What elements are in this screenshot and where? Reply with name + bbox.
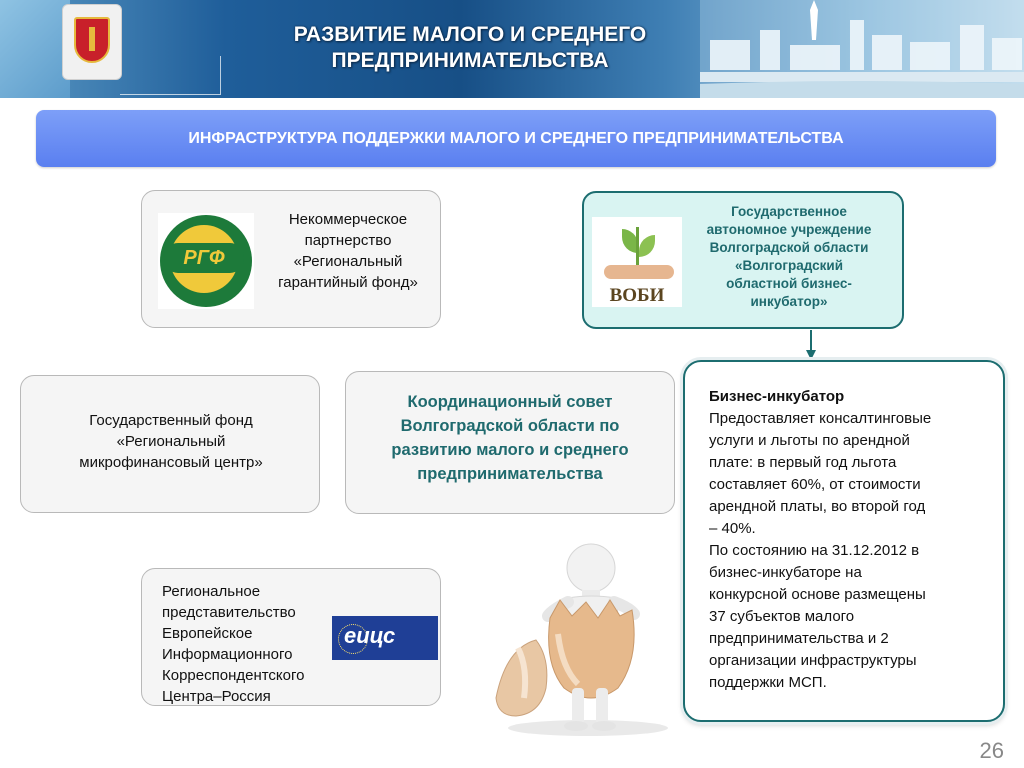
guarantee-fund-line: гарантийный фонд» bbox=[278, 274, 418, 291]
incubator-line: составляет 60%, от стоимости bbox=[709, 476, 921, 493]
eicc-line: Информационного bbox=[162, 646, 293, 663]
vobi-logo bbox=[592, 217, 682, 307]
incubator-line: конкурсной основе размещены bbox=[709, 586, 926, 603]
infrastructure-banner: ИНФРАСТРУКТУРА ПОДДЕРЖКИ МАЛОГО И СРЕДНЕГО ПРЕДПРИНИМАТЕЛЬСТВА bbox=[36, 110, 996, 167]
eicc-line: Центра–Россия bbox=[162, 688, 271, 705]
page-title-line2: ПРЕДПРИНИМАТЕЛЬСТВА bbox=[331, 49, 609, 72]
microfinance-line: «Региональный bbox=[116, 433, 226, 450]
agency-line: Государственное bbox=[731, 204, 847, 219]
agency-line: областной бизнес- bbox=[726, 276, 852, 291]
vobi-logo-text: ВОБИ bbox=[609, 285, 665, 306]
guarantee-fund-line: партнерство bbox=[304, 232, 392, 249]
page-title-line1: РАЗВИТИЕ МАЛОГО И СРЕДНЕГО bbox=[293, 23, 647, 46]
eicc-representation-card bbox=[141, 568, 441, 706]
microfinance-line: микрофинансовый центр» bbox=[79, 454, 263, 471]
business-incubator-agency-card bbox=[582, 191, 904, 329]
council-line: развитию малого и среднего bbox=[391, 441, 629, 459]
guarantee-fund-logo-text: РГФ bbox=[164, 243, 244, 273]
guarantee-fund-line: Некоммерческое bbox=[288, 211, 408, 228]
incubator-line: предпринимательства и 2 bbox=[709, 630, 889, 647]
microfinance-fund-card bbox=[20, 375, 320, 513]
microfinance-line: Государственный фонд bbox=[89, 412, 253, 429]
council-line: Координационный совет bbox=[407, 393, 613, 411]
business-incubator-info-card bbox=[683, 360, 1005, 722]
eicc-line: Европейское bbox=[162, 625, 253, 642]
incubator-line: 37 субъектов малого bbox=[709, 608, 855, 625]
agency-line: Волгоградской области bbox=[709, 240, 869, 255]
agency-text bbox=[680, 203, 898, 311]
incubator-line: По состоянию на 31.12.2012 в bbox=[709, 542, 920, 559]
incubator-line: плате: в первый год льгота bbox=[709, 454, 897, 471]
eicc-line: Корреспондентского bbox=[162, 667, 305, 684]
incubator-line: – 40%. bbox=[709, 520, 756, 537]
incubator-line: Предоставляет консалтинговые bbox=[709, 410, 932, 427]
incubator-line: поддержки МСП. bbox=[709, 674, 827, 691]
eicc-line: Региональное bbox=[162, 583, 261, 600]
page-title bbox=[190, 22, 750, 74]
arrow-down-icon bbox=[806, 330, 816, 360]
guarantee-fund-logo bbox=[158, 213, 254, 309]
council-text bbox=[354, 390, 666, 486]
incubator-line: организации инфраструктуры bbox=[709, 652, 917, 669]
header-bar bbox=[0, 0, 1024, 98]
microfinance-text bbox=[31, 410, 311, 473]
guarantee-fund-text bbox=[258, 209, 438, 293]
region-map-image bbox=[0, 0, 70, 98]
hatching-figure-illustration bbox=[488, 538, 678, 738]
coordination-council-card bbox=[345, 371, 675, 514]
agency-line: инкубатор» bbox=[750, 294, 828, 309]
guarantee-fund-card bbox=[141, 190, 441, 328]
incubator-line: услуги и льготы по арендной bbox=[709, 432, 910, 449]
agency-line: «Волгоградский bbox=[734, 258, 844, 273]
council-line: Волгоградской области по bbox=[400, 417, 620, 435]
page-number: 26 bbox=[979, 738, 1004, 763]
coat-of-arms-emblem bbox=[62, 4, 122, 80]
eicc-line: представительство bbox=[162, 604, 296, 621]
agency-line: автономное учреждение bbox=[706, 222, 872, 237]
guarantee-fund-line: «Региональный bbox=[293, 253, 403, 270]
council-line: предпринимательства bbox=[417, 465, 603, 483]
incubator-text bbox=[709, 386, 999, 694]
eicc-logo bbox=[332, 616, 438, 660]
incubator-line: арендной платы, во второй год bbox=[709, 498, 926, 515]
incubator-line: бизнес-инкубаторе на bbox=[709, 564, 862, 581]
incubator-heading: Бизнес-инкубатор bbox=[709, 388, 845, 405]
eicc-logo-text: еицс bbox=[344, 623, 396, 648]
